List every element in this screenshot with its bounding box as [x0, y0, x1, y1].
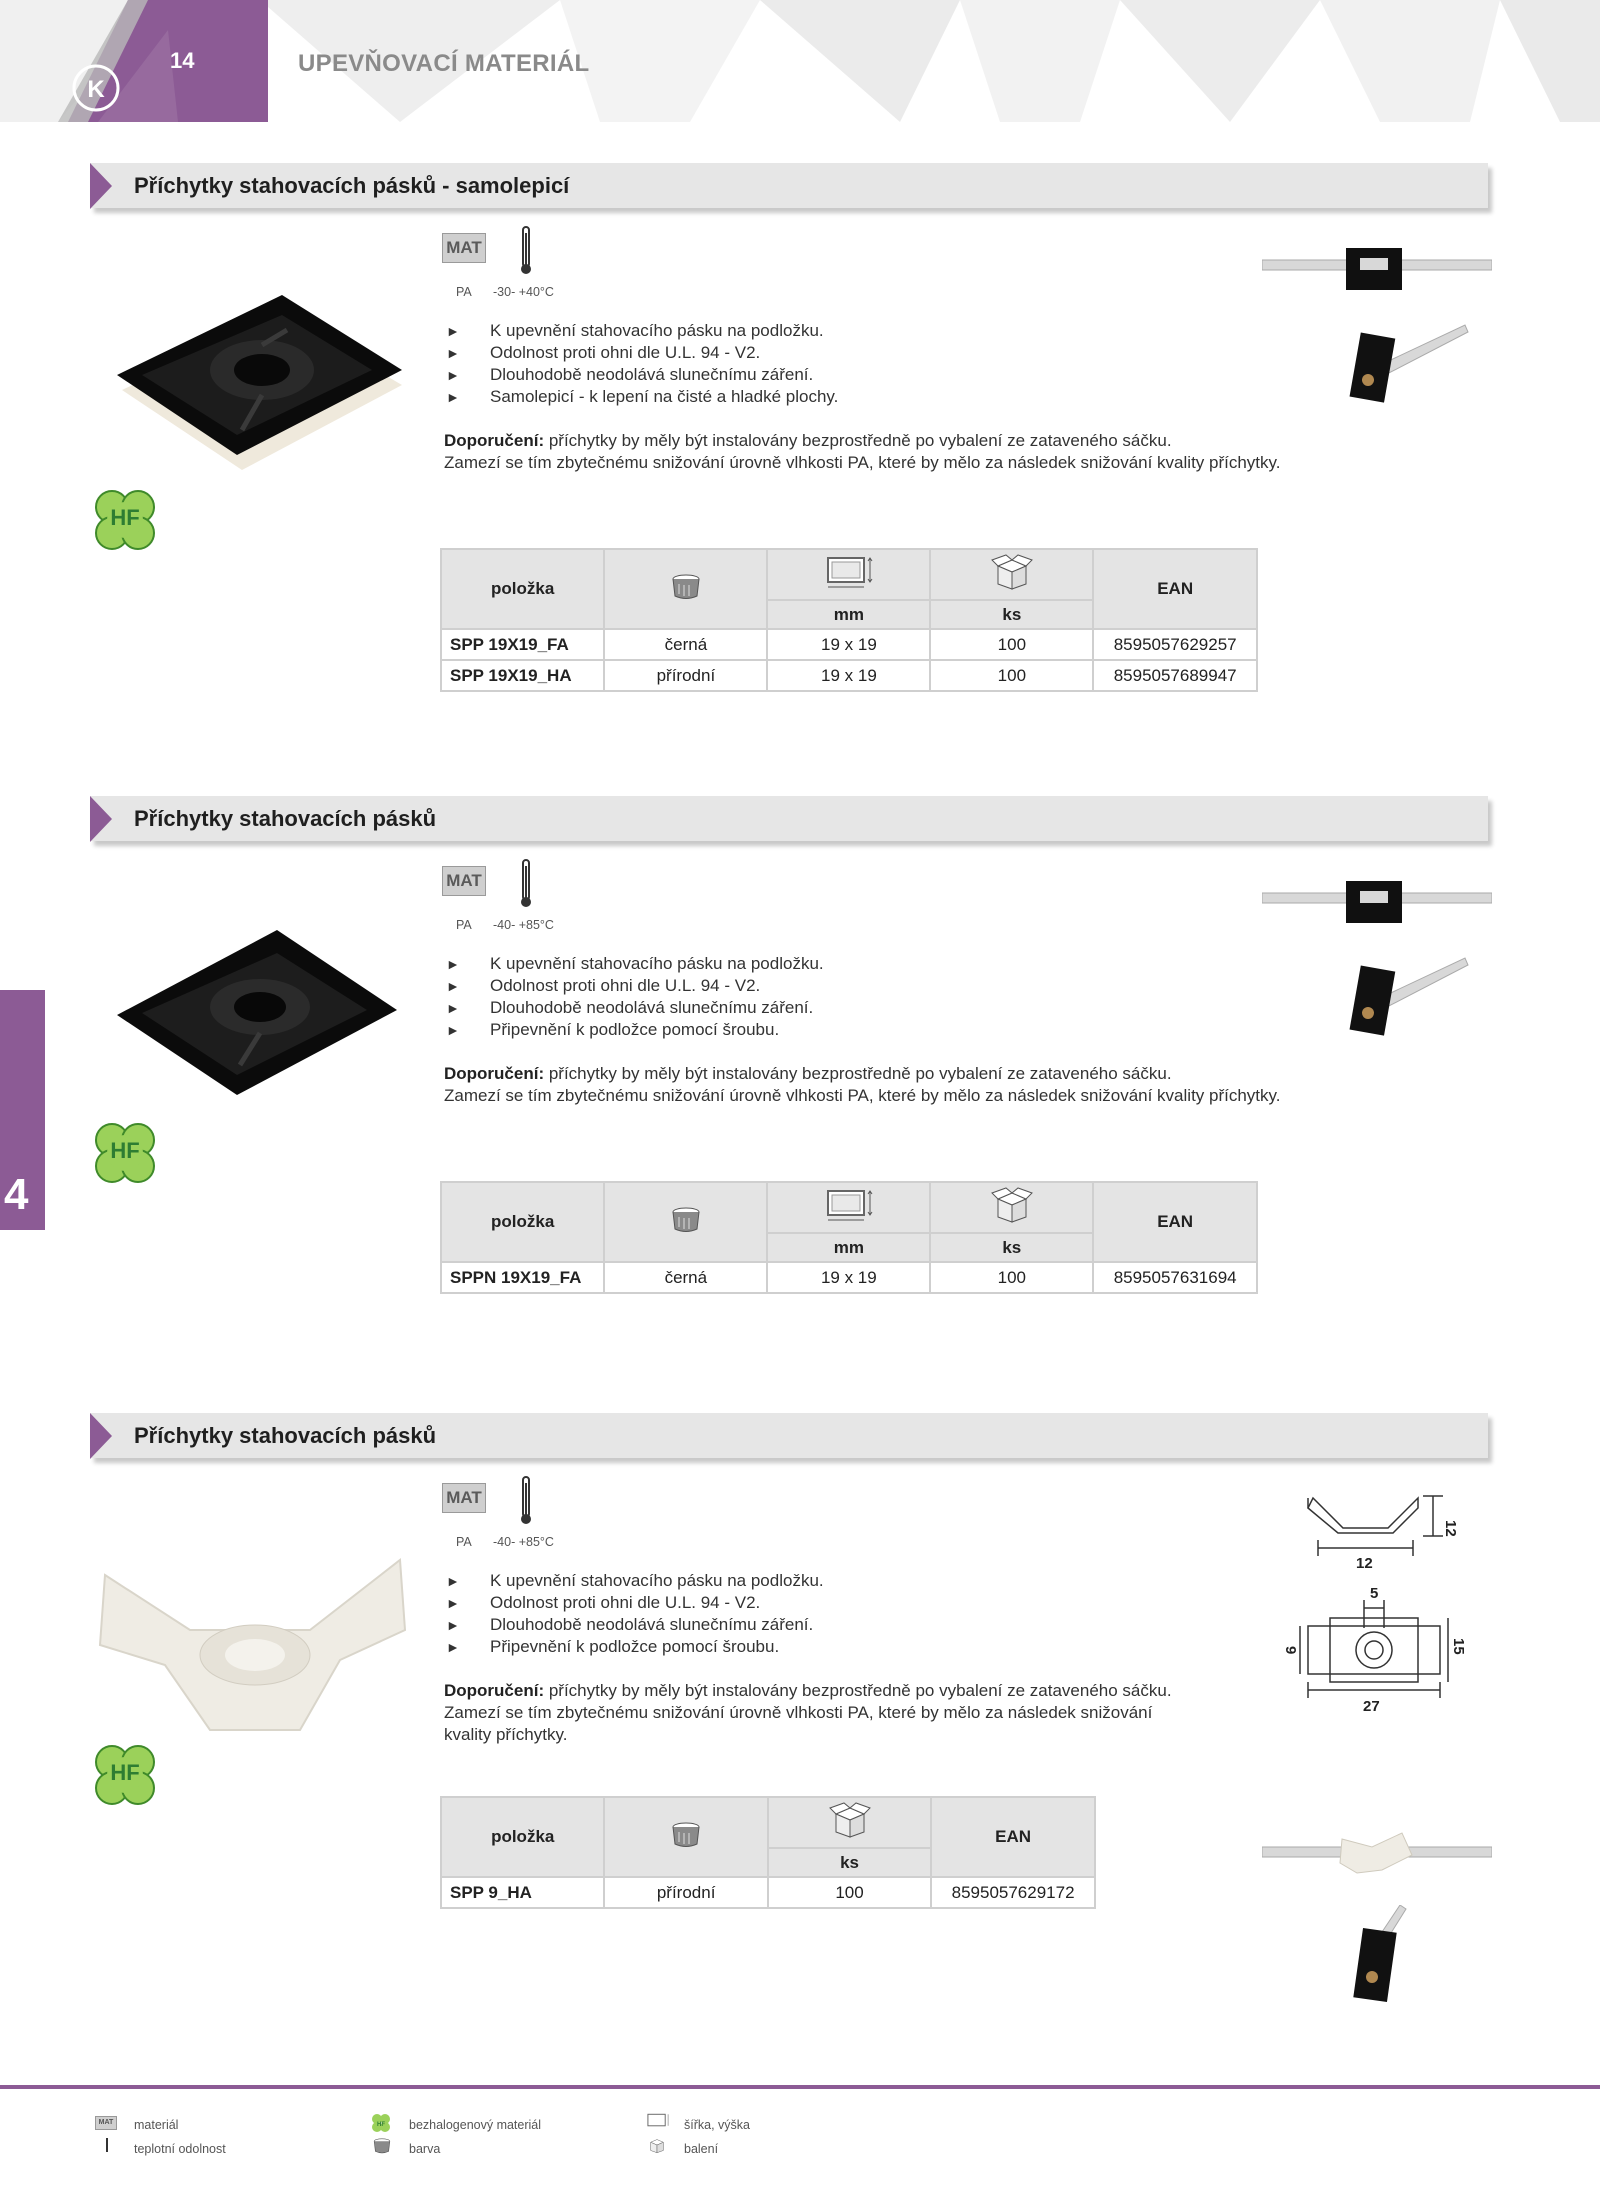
col-header-mm: mm: [767, 600, 930, 629]
product-image-screw-mount-natural: [95, 1535, 415, 1735]
col-header-item: položka: [441, 1797, 604, 1877]
legend-halogen-free: bezhalogenový materiál: [409, 2118, 542, 2132]
feature-item: ► K upevnění stahovacího pásku na podložku.: [446, 953, 1286, 975]
cell-item: SPP 9_HA: [441, 1877, 604, 1908]
col-header-package-icon: [930, 549, 1093, 600]
feature-list: [446, 953, 1286, 1041]
cell-ean: 8595057629257: [1093, 629, 1257, 660]
legend-color: barva: [409, 2142, 441, 2156]
svg-text:K: K: [87, 76, 105, 103]
spec-table: [440, 1796, 1096, 1909]
col-header-package-icon: [930, 1182, 1093, 1233]
usage-image-strap-angled-natural: [1340, 1905, 1470, 2005]
paint-bucket-icon: [671, 1207, 701, 1233]
material-value: PA: [456, 1535, 472, 1549]
box-icon: [990, 554, 1034, 590]
spec-table: [440, 1181, 1258, 1294]
legend-material: materiál: [134, 2118, 179, 2132]
note-label: Doporučení:: [444, 431, 545, 450]
recommendation-note: [444, 1680, 1244, 1746]
legend-box-icon: [647, 2136, 667, 2154]
section-title: Příchytky stahovacích pásků: [134, 1423, 437, 1448]
paint-bucket-icon: [671, 1822, 701, 1848]
material-value: PA: [456, 285, 472, 299]
footer-divider: [0, 2085, 1600, 2089]
chapter-number: 4: [4, 1170, 29, 1219]
header-title: UPEVŇOVACÍ MATERIÁL: [298, 50, 590, 77]
box-icon: [990, 1187, 1034, 1223]
section-title: Příchytky stahovacích pásků - samolepicí: [134, 173, 570, 198]
feature-item: ► K upevnění stahovacího pásku na podložku.: [446, 1570, 1246, 1592]
hf-label: HF: [110, 1760, 140, 1785]
thermometer-icon: [519, 1475, 533, 1525]
feature-item: ► Dlouhodobě neodolává slunečnímu záření.: [446, 1614, 1246, 1636]
legend-size-icon: [646, 2112, 670, 2130]
legend-size: šířka, výška: [684, 2118, 750, 2132]
cell-color: přírodní: [604, 660, 767, 691]
col-header-color: [604, 1797, 767, 1877]
col-header-item: položka: [441, 1182, 604, 1262]
cell-qty: 100: [930, 660, 1093, 691]
recommendation-note: [444, 430, 1404, 474]
feature-item: ► K upevnění stahovacího pásku na podložku.: [446, 320, 1286, 342]
dim-top-width: 12: [1356, 1555, 1373, 1572]
section-arrow-icon: [90, 163, 112, 209]
dim-side-right: 15: [1450, 1638, 1467, 1655]
thermometer-icon: [519, 225, 533, 275]
feature-item: ► Odolnost proti ohni dle U.L. 94 - V2.: [446, 342, 1286, 364]
cell-size: 19 x 19: [767, 660, 930, 691]
feature-item: ► Samolepicí - k lepení na čisté a hladké plochy.: [446, 386, 1286, 408]
cell-ean: 8595057631694: [1093, 1262, 1257, 1293]
product-image-screw-mount-black: [112, 915, 402, 1105]
cell-item: SPPN 19X19_FA: [441, 1262, 604, 1293]
col-header-ean: EAN: [1093, 549, 1257, 629]
table-row: [441, 1877, 1095, 1908]
feature-item: ► Odolnost proti ohni dle U.L. 94 - V2.: [446, 1592, 1246, 1614]
temperature-range: -40- +85°C: [493, 918, 554, 932]
table-row: [441, 629, 1257, 660]
page-tab: [58, 0, 268, 122]
table-row: [441, 660, 1257, 691]
col-header-mm: mm: [767, 1233, 930, 1262]
note-text: kvality příchytky.: [444, 1725, 568, 1744]
dim-side-left: 9: [1282, 1646, 1299, 1655]
material-badge: MAT: [442, 1483, 486, 1513]
dim-slot: 5: [1370, 1585, 1379, 1602]
col-header-size-icon: [767, 549, 930, 600]
section-title: Příchytky stahovacích pásků: [134, 806, 437, 831]
material-badge: MAT: [442, 233, 486, 263]
cell-ean: 8595057629172: [931, 1877, 1095, 1908]
cell-qty: 100: [930, 1262, 1093, 1293]
paint-bucket-icon: [671, 574, 701, 600]
note-text: Zamezí se tím zbytečnému snižování úrovně vlhkosti PA, které by mělo za následek snižování kvality příchytky.: [444, 453, 1281, 472]
material-badge: MAT: [442, 866, 486, 896]
feature-item: ► Dlouhodobě neodolává slunečnímu záření.: [446, 997, 1286, 1019]
feature-item: ► Dlouhodobě neodolává slunečnímu záření.: [446, 364, 1286, 386]
temperature-range: -30- +40°C: [493, 285, 554, 299]
note-label: Doporučení:: [444, 1681, 545, 1700]
usage-image-strap-angled: [1340, 320, 1470, 410]
col-header-item: položka: [441, 549, 604, 629]
cell-color: černá: [604, 1262, 767, 1293]
hf-label: HF: [110, 1138, 140, 1163]
section-arrow-icon: [90, 796, 112, 842]
size-icon: [824, 1188, 874, 1222]
cell-color: přírodní: [604, 1877, 767, 1908]
cell-color: černá: [604, 629, 767, 660]
thermometer-icon: [519, 858, 533, 908]
feature-item: ► Připevnění k podložce pomocí šroubu.: [446, 1636, 1246, 1658]
legend-thermometer-icon: [106, 2138, 108, 2152]
feature-item: ► Připevnění k podložce pomocí šroubu.: [446, 1019, 1286, 1041]
temperature-range: -40- +85°C: [493, 1535, 554, 1549]
dim-bottom: 27: [1363, 1698, 1380, 1715]
product-image-self-adhesive-mount: [112, 270, 412, 480]
technical-drawing: [1268, 1478, 1468, 1728]
cell-size: 19 x 19: [767, 1262, 930, 1293]
col-header-color: [604, 1182, 767, 1262]
cell-ean: 8595057689947: [1093, 660, 1257, 691]
material-value: PA: [456, 918, 472, 932]
feature-list: [446, 1570, 1246, 1658]
feature-item: ► Odolnost proti ohni dle U.L. 94 - V2.: [446, 975, 1286, 997]
legend-mat-icon: MAT: [95, 2116, 117, 2130]
section-arrow-icon: [90, 1413, 112, 1459]
note-text: příchytky by měly být instalovány bezprostředně po vybalení ze zataveného sáčku.: [544, 1064, 1172, 1083]
note-text: Zamezí se tím zbytečnému snižování úrovně vlhkosti PA, které by mělo za následek snižování kvality příchytky.: [444, 1086, 1281, 1105]
col-header-size-icon: [767, 1182, 930, 1233]
note-text: příchytky by měly být instalovány bezprostředně po vybalení ze zataveného sáčku.: [544, 431, 1172, 450]
col-header-ks: ks: [768, 1848, 931, 1877]
cell-qty: 100: [930, 629, 1093, 660]
legend-halogen-free-icon: [370, 2112, 392, 2134]
feature-list: [446, 320, 1286, 408]
cell-item: SPP 19X19_HA: [441, 660, 604, 691]
recommendation-note: [444, 1063, 1404, 1107]
usage-image-strap-angled: [1340, 953, 1470, 1043]
dim-top-height: 12: [1442, 1520, 1459, 1537]
col-header-ks: ks: [930, 1233, 1093, 1262]
size-icon: [824, 555, 874, 589]
col-header-package-icon: [768, 1797, 931, 1848]
spec-table: [440, 548, 1258, 692]
note-text: Zamezí se tím zbytečnému snižování úrovně vlhkosti PA, které by mělo za následek snižování: [444, 1703, 1153, 1722]
col-header-ean: EAN: [931, 1797, 1095, 1877]
note-text: příchytky by měly být instalovány bezprostředně po vybalení ze zataveného sáčku.: [544, 1681, 1172, 1700]
col-header-ean: EAN: [1093, 1182, 1257, 1262]
note-label: Doporučení:: [444, 1064, 545, 1083]
hf-label: HF: [110, 505, 140, 530]
cell-size: 19 x 19: [767, 629, 930, 660]
cell-qty: 100: [768, 1877, 931, 1908]
col-header-ks: ks: [930, 600, 1093, 629]
table-row: [441, 1262, 1257, 1293]
usage-image-strap-horizontal: [1262, 873, 1492, 933]
page-number: 14: [170, 48, 195, 73]
cell-item: SPP 19X19_FA: [441, 629, 604, 660]
legend-hf-label: HF: [377, 2122, 385, 2128]
usage-image-strap-horizontal: [1262, 240, 1492, 300]
usage-image-strap-horizontal-natural: [1262, 1825, 1492, 1885]
legend-package: balení: [684, 2142, 719, 2156]
box-icon: [828, 1802, 872, 1838]
legend-temperature: teplotní odolnost: [134, 2142, 226, 2156]
legend-paint-bucket-icon: [373, 2138, 391, 2154]
col-header-color: [604, 549, 767, 629]
